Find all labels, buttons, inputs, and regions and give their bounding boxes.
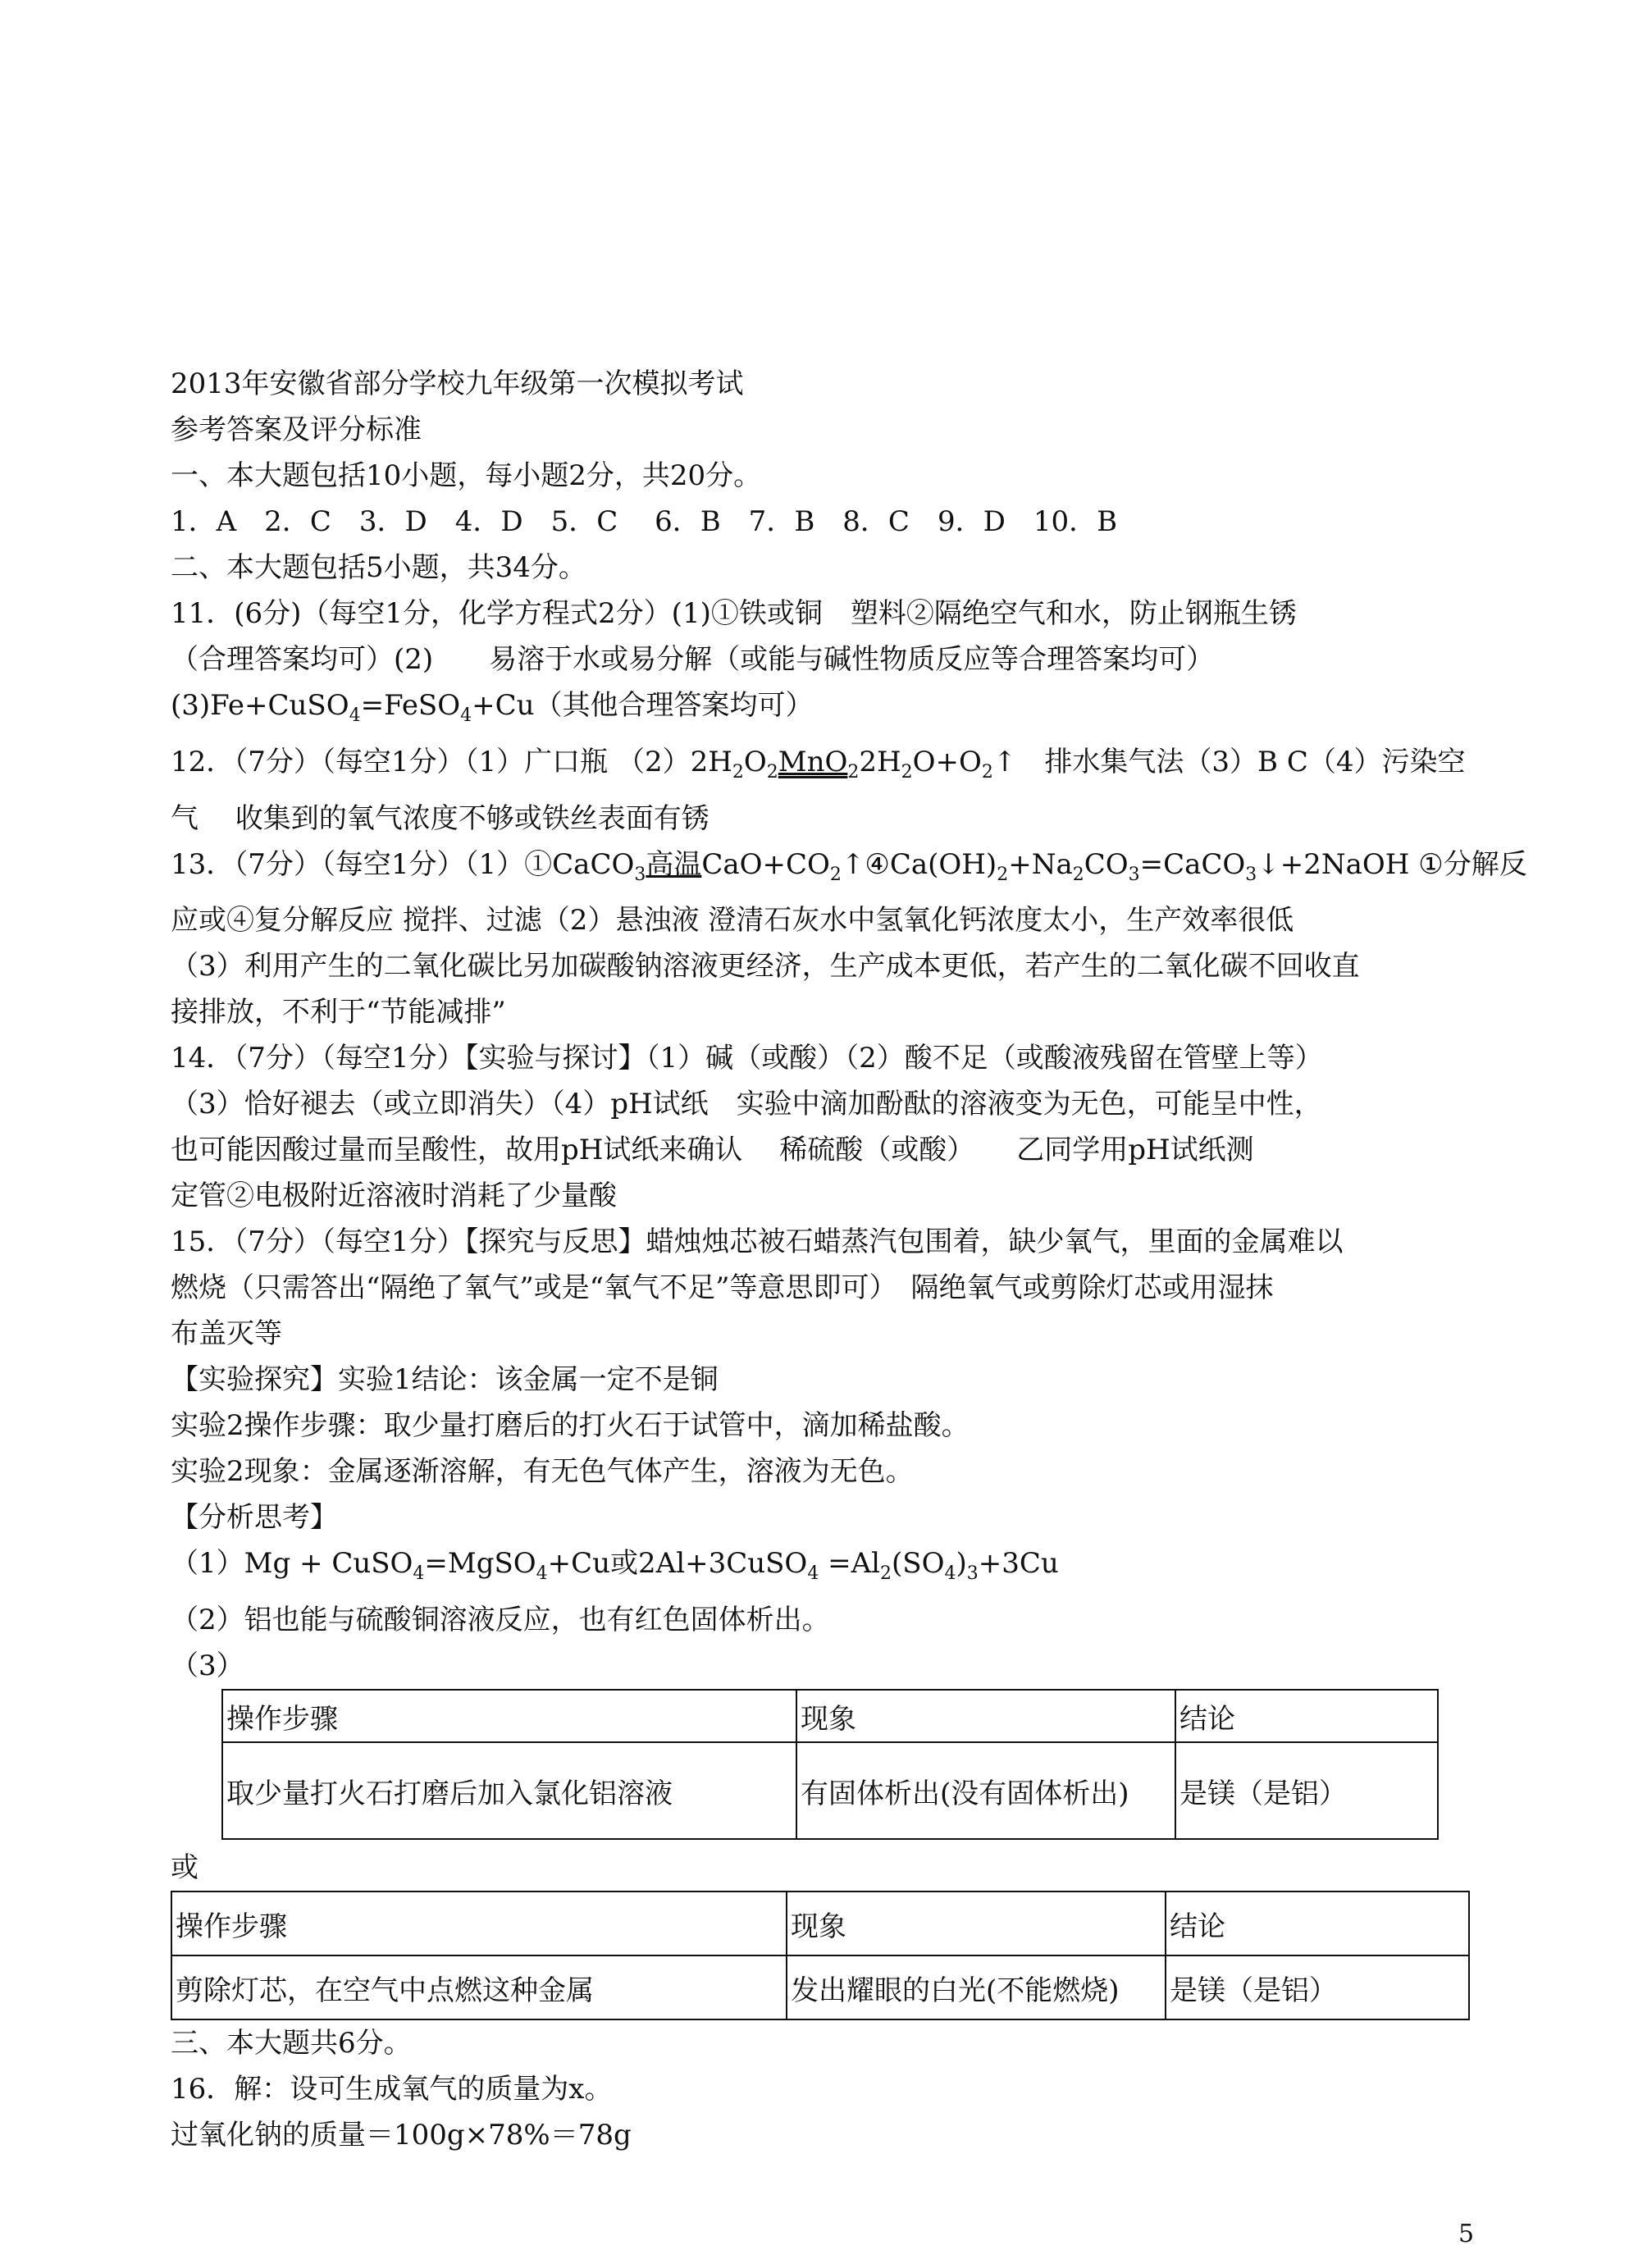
q14-line1: 14．（7分）（每空1分）【实验与探讨】（1）碱（或酸）（2）酸不足（或酸液残留在管壁上等） [171,1042,1323,1075]
exam-title: 2013年安徽省部分学校九年级第一次模拟考试 [171,367,744,400]
q15-line5: 实验2操作步骤：取少量打磨后的打火石于试管中，滴加稀盐酸。 [171,1409,970,1443]
q12-line1: 12．（7分）（每空1分）（1）广口瓶 $(2)2H_2O_2MnO_22H_2O+O_2↑$ 排水集气法（3）B C（4）污染空 [171,745,1466,783]
page-number: 5 [1458,2220,1475,2248]
q14-line3: 也可能因酸过量而呈酸性，故用pH试纸来确认 稀硫酸（或酸） 乙同学用pH试纸测 [171,1134,1254,1167]
table-cell: 取少量打火石打磨后加入氯化铝溶液 [222,1742,796,1839]
q11-line3: (3)Fe+CuSO$_4$=FeSO$_4$+Cu（其他合理答案均可） [171,689,814,726]
table-cell: 发出耀眼的白光(不能燃烧) [787,1955,1166,2019]
q16-line1: 16．解：设可生成氧气的质量为x。 [171,2073,613,2106]
q15-line9: （2）铝也能与硫酸铜溶液反应，也有红色固体析出。 [171,1604,830,1637]
table-cell: 剪除灯芯，在空气中点燃这种金属 [171,1955,787,2019]
table-header-row [171,1892,1469,1955]
q15-line2: 燃烧（只需答出“隔绝了氧气”或是“氧气不足”等意思即可） 隔绝氧气或剪除灯芯或用湿抹 [171,1271,1274,1305]
q13-line3: （3）利用产生的二氧化碳比另加碳酸钠溶液更经济，生产成本更低，若产生的二氧化碳不回收直 [171,950,1360,983]
q15-line7: 【分析思考】 [171,1501,338,1535]
q12-line2: 气 收集到的氧气浓度不够或铁丝表面有锈 [171,801,709,835]
experiment-table-1 [221,1689,1439,1840]
table-header-cell: 结论 [1175,1690,1438,1742]
q15-line6: 实验2现象：金属逐渐溶解，有无色气体产生，溶液为无色。 [171,1455,914,1489]
q15-line10: （3） [171,1650,244,1683]
answer-key-subtitle: 参考答案及评分标准 [171,413,422,446]
part1-answers: 1．A 2．C 3．D 4．D 5．C 6．B 7．B 8．C 9．D 10．B [171,505,1118,538]
q14-line4: 定管②电极附近溶液时消耗了少量酸 [171,1180,617,1213]
part3-heading: 三、本大题共6分。 [171,2027,412,2060]
table-row [222,1742,1438,1839]
or-text: 或 [171,1851,198,1885]
experiment-table-2 [171,1891,1470,2020]
table-header-cell: 现象 [796,1690,1175,1742]
table-header-cell: 结论 [1166,1892,1469,1955]
document-body [171,361,1527,2158]
q11-line1: 11．(6分)（每空1分，化学方程式2分）(1)①铁或铜 塑料②隔绝空气和水，防止钢瓶生锈 [171,597,1297,630]
q13-line1: 13．（7分）（每空1分）（1）①CaCO$_3$高温$CaO+CO_2↑④Ca(OH)_2+Na_2CO_3=CaCO_3↓+2NaOH$ ①分解反 [171,847,1527,885]
table-cell: 有固体析出(没有固体析出) [796,1742,1175,1839]
table-header-cell: 现象 [787,1892,1166,1955]
part2-heading: 二、本大题包括5小题，共34分。 [171,551,586,584]
q13-line2: 应或④复分解反应 搅拌、过滤（2）悬浊液 澄清石灰水中氢氧化钙浓度太小，生产效率很低 [171,904,1294,938]
table-header-cell: 操作步骤 [222,1690,796,1742]
part1-heading: 一、本大题包括10小题，每小题2分，共20分。 [171,459,762,492]
table-header-row [222,1690,1438,1742]
q11-line2: （合理答案均可）(2) 易溶于水或易分解（或能与碱性物质反应等合理答案均可） [171,643,1215,676]
q15-line8: （1）Mg + CuSO$_4$=MgSO$_4$+Cu或2Al+3CuSO$_4$ $=Al_2(SO_4)_3+3Cu$ [171,1547,1059,1585]
q16-line2: 过氧化钠的质量＝100g×78%＝78g [171,2119,632,2152]
table-header-cell: 操作步骤 [171,1892,787,1955]
reaction-condition: MnO$_2$ [778,745,860,783]
table-cell: 是镁（是铝） [1175,1742,1438,1839]
q15-line3: 布盖灭等 [171,1317,282,1351]
table-cell: 是镁（是铝） [1166,1955,1469,2019]
reaction-condition: 高温 [646,847,702,881]
q15-line4: 【实验探究】实验1结论：该金属一定不是铜 [171,1363,719,1397]
q13-line4: 接排放，不利于“节能减排” [171,996,506,1029]
table-row [171,1955,1469,2019]
q14-line2: （3）恰好褪去（或立即消失）（4）pH试纸 实验中滴加酚酞的溶液变为无色，可能呈中性， [171,1088,1322,1121]
q15-line1: 15．（7分）（每空1分）【探究与反思】蜡烛烛芯被石蜡蒸汽包围着，缺少氧气，里面的金属难以 [171,1225,1344,1259]
